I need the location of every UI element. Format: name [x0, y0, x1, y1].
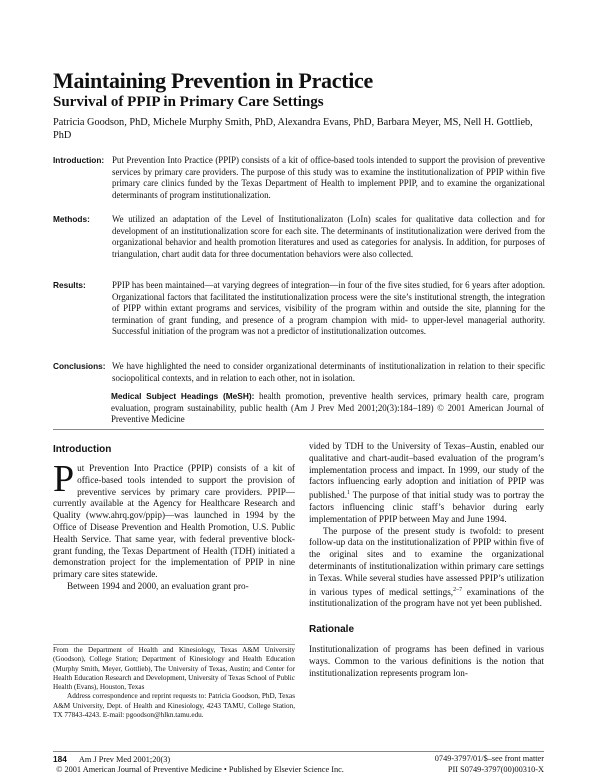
abstract-label: Introduction:	[53, 155, 105, 165]
abstract-text: PPIP has been maintained—at varying degrees of integration—in four of the five sites studied, for 6 years after adoption. Organizational factors that facilitated the institutionalization process were the site’s institutional strength, the integration of PIPP within extant programs and services, visibility of the program within and outside the site, planning for the termination of grant funding, and presence of a program champion with mid- to upper-level managerial authority. Successful initiation of the program was not a predictor of institutionalization outcomes.	[112, 280, 545, 336]
drop-cap: P	[53, 458, 75, 500]
rationale-paragraph-1: Institutionalization of programs has been defined in various ways. Common to the various definitions is the notion that institutionalization represents program lon-	[309, 644, 544, 678]
correspondence-paragraph: Address correspondence and reprint requests to: Patricia Goodson, PhD, Texas A&M University, Dept. of Health and Kinesiology, 4243 TAMU, College Station, TX 77843-4243. E-mail: pgoodson@hlkn.tamu.edu.	[53, 692, 295, 720]
abstract-label: Conclusions:	[53, 361, 106, 371]
abstract-text: We have highlighted the need to consider organizational determinants of institutionalization in relation to their specific sociopolitical contexts, and in relation to each other, not in isolation.	[112, 361, 545, 383]
intro-paragraph-2: Between 1994 and 2000, an evaluation grant pro-	[67, 580, 249, 591]
article-subtitle: Survival of PPIP in Primary Care Settings	[53, 94, 324, 110]
affiliation-paragraph: From the Department of Health and Kinesiology, Texas A&M University (Goodson), College Station; Department of Kinesiology and Health Education (Murphy Smith, Meyer, Gottlieb), The University of Texas, Austin; and Center for Health Education Research and Development, University of Texas School of Public Health (Evans), Houston, Texas	[53, 646, 295, 692]
abstract-text: We utilized an adaptation of the Level of Institutionalizaton (LoIn) scales for qualitative data collection and for development of an institutionalization score for each site. The determinants of institutionalization were derived from the organizational behavior and health promotion literatures and used as categories for analysis. In addition, for purposes of triangulation, chart audit data for three documentation behaviors were also collected.	[112, 214, 545, 259]
footer-copyright: © 2001 American Journal of Preventive Medicine • Published by Elsevier Science Inc.	[56, 765, 344, 774]
abstract-text: Put Prevention Into Practice (PPIP) consists of a kit of office-based tools intended to support the provision of preventive services by primary care providers. The purpose of this study was to examine the institutionalization of PPIP within five primary care clinics funded by the Texas Department of Health to implement PPIP, and to examine the organizational determinants of program institutionalization.	[112, 155, 545, 200]
footer-pii: PII S0749-3797(00)00310-X	[447, 765, 544, 774]
abstract-label: Methods:	[53, 214, 90, 224]
author-list: Patricia Goodson, PhD, Michele Murphy Smith, PhD, Alexandra Evans, PhD, Barbara Meyer, MS, Nell H. Gottlieb, PhD	[53, 117, 533, 141]
section-heading-rationale: Rationale	[309, 624, 355, 636]
footer-divider	[53, 751, 544, 752]
page-number: 184	[53, 754, 67, 764]
footer-left	[53, 754, 170, 765]
affiliation-note	[53, 646, 295, 720]
left-column	[53, 444, 295, 593]
abstract-label: Results:	[53, 280, 86, 290]
affiliation-divider	[53, 644, 295, 645]
intro-paragraph-1: ut Prevention Into Practice (PPIP) consists of a kit of office-based tools intended to support the provision of preventive services by primary care providers. PPIP—currently available at the Agency for Healthcare Research and Quality (www.ahrq.gov/ppip)—was launched in 1994 by the Office of Disease Prevention and Health Promotion, U.S. Public Health Service. That same year, with federal preventive block-grant funding, the Texas Department of Health (TDH) initiated a demonstration project for the implementation of PPIP in nine primary care sites statewide.	[53, 463, 295, 580]
right-column	[309, 441, 544, 679]
journal-citation: Am J Prev Med 2001;20(3)	[78, 755, 171, 764]
right-paragraph-2: The purpose of the present study is twofold: to present follow-up data on the institutionalization of PPIP within five of the original sites and to examine the organizational determinants of institutionalization within primary care settings in Texas. While several studies have assessed PPIP’s utilization in various types of medical settings,$^{2-7}$ examinations of the institutionalization of the program have not yet been published.	[309, 525, 544, 609]
mesh-text: health promotion, preventive health services, primary health care, program evaluation, program sustainability, public health (Am J Prev Med 2001;20(3):184–189) © 2001 American Journal of Preventive Medicine	[111, 391, 544, 424]
mesh-keywords	[111, 391, 544, 426]
right-paragraph-1: vided by TDH to the University of Texas–Austin, enabled our qualitative and chart-audit–based evaluation of the program’s implementation process and impact. In 1999, our study of the factors influencing early adoption and initiation of PPIP was published.$^1$ The purpose of that initial study was to portray the factors influencing clinic staff’s behavior during early implementation of PPIP between May and June 1994.	[309, 441, 544, 524]
section-divider	[53, 429, 544, 430]
intro-body	[53, 458, 295, 593]
mesh-label: Medical Subject Headings (MeSH):	[111, 391, 255, 401]
footer-issn: 0749-3797/01/$–see front matter	[434, 754, 544, 763]
section-heading-introduction: Introduction	[53, 444, 112, 455]
article-title: Maintaining Prevention in Practice	[53, 68, 373, 93]
